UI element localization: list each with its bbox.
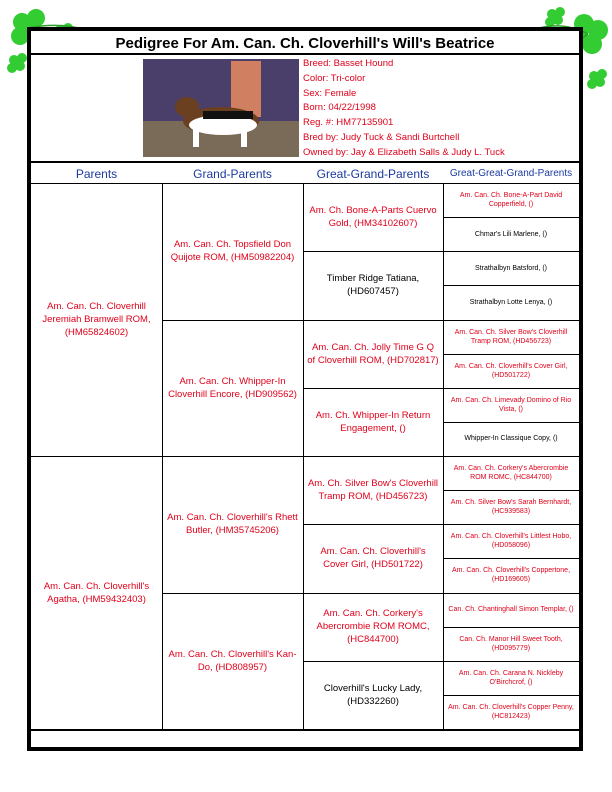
title-divider	[31, 53, 579, 55]
great-great-grandparent-cell	[443, 490, 579, 524]
header-parents: Parents	[75, 167, 118, 181]
great-great-grandparent-cell-text: Am. Can. Ch. Silver Bow's Cloverhill Tramp ROM, (HD456723)	[454, 328, 568, 345]
great-great-grandparent-cell	[443, 456, 579, 490]
great-grandparent-cell	[303, 320, 443, 388]
great-great-grandparent-cell-text: Can. Ch. Manor Hill Sweet Tooth, (HD095779)	[459, 635, 563, 652]
info-divider	[31, 161, 579, 163]
bottom-divider	[31, 729, 579, 731]
dog-info	[303, 57, 505, 161]
great-great-grandparent-cell-text: Am. Can. Ch. Bone-A-Part David Copperfield, ()	[459, 192, 563, 209]
great-grandparent-cell	[303, 183, 443, 251]
reg-text: Reg. #: HM77135901	[303, 117, 394, 129]
great-great-grandparent-cell-text: Whipper-In Classique Copy, ()	[464, 435, 558, 443]
parent-cell-text: Am. Can. Ch. Cloverhill Jeremiah Bramwell ROM, (HM65824602)	[42, 301, 151, 338]
bred-by-text: Bred by: Judy Tuck & Sandi Burtchell	[303, 131, 460, 143]
color-text: Color: Tri-color	[303, 72, 366, 84]
page-title: Pedigree For Am. Can. Ch. Cloverhill's Will's Beatrice	[115, 35, 495, 52]
great-great-grandparent-cell-text: Am. Can. Ch. Carana N. Nickleby O'Birchcrof, ()	[458, 669, 564, 686]
great-great-grandparent-cell-text: Am. Can. Ch. Cloverhill's Littlest Hobo, (HD058096)	[450, 533, 572, 550]
great-great-grandparent-cell	[443, 251, 579, 285]
great-grandparent-cell	[303, 661, 443, 729]
great-grandparent-cell	[303, 524, 443, 592]
great-grandparent-cell-text: Am. Ch. Whipper-In Return Engagement, ()	[315, 409, 431, 434]
grandparent-cell-text: Am. Can. Ch. Whipper-In Cloverhill Encore, (HD909562)	[168, 375, 297, 400]
great-grandparent-cell-text: Cloverhill's Lucky Lady, (HD332260)	[323, 682, 423, 707]
header-great-grandparents: Great-Grand-Parents	[316, 167, 430, 181]
great-grandparent-cell-text: Am. Can. Ch. Jolly Time G Q of Cloverhill ROM, (HD702817)	[307, 341, 439, 366]
great-great-grandparent-cell-text: Strathalbyn Batsford, ()	[475, 264, 547, 272]
grandparent-cell-text: Am. Can. Ch. Cloverhill's Kan-Do, (HD808957)	[168, 648, 297, 673]
great-great-grandparent-cell-text: Am. Can. Ch. Cloverhill's Coppertone, (HD169605)	[451, 567, 571, 584]
great-great-grandparent-cell-text: Am. Can. Ch. Cloverhill's Cover Girl, (HD501722)	[454, 362, 568, 379]
great-great-grandparent-cell-text: Am. Can. Ch. Limevady Domino of Rio Vista, ()	[450, 396, 572, 413]
great-great-grandparent-cell	[443, 422, 579, 456]
grandparent-cell	[162, 456, 303, 593]
great-great-grandparent-cell	[443, 695, 579, 729]
parent-cell	[31, 456, 162, 729]
sex-text: Sex: Female	[303, 87, 357, 99]
great-grandparent-cell-text: Am. Ch. Silver Bow's Cloverhill Tramp ROM, (HD456723)	[307, 478, 439, 503]
great-great-grandparent-cell-text: Can. Ch. Chantinghall Simon Templar, ()	[448, 606, 574, 614]
grandparent-cell-text: Am. Can. Ch. Cloverhill's Rhett Butler, (HM35745206)	[167, 512, 298, 537]
grandparent-cell	[162, 593, 303, 730]
great-great-grandparent-cell	[443, 320, 579, 354]
great-grandparent-cell-text: Am. Ch. Bone-A-Parts Cuervo Gold, (HM34102607)	[309, 205, 437, 230]
great-grandparent-cell-text: Am. Can. Ch. Corkery's Abercrombie ROM ROMC, (HC844700)	[316, 608, 430, 646]
great-great-grandparent-cell	[443, 217, 579, 251]
great-great-grandparent-cell	[443, 354, 579, 388]
great-great-grandparent-cell	[443, 183, 579, 217]
great-great-grandparent-cell-text: Strathalbyn Lotte Lenya, ()	[469, 298, 553, 306]
great-grandparent-cell	[303, 593, 443, 661]
parent-cell	[31, 183, 162, 456]
great-great-grandparent-cell	[443, 388, 579, 422]
owned-by-text: Owned by: Jay & Elizabeth Salls & Judy L. Tuck	[303, 146, 505, 158]
great-great-grandparent-cell	[443, 524, 579, 558]
great-great-grandparent-cell	[443, 593, 579, 627]
great-grandparent-cell	[303, 456, 443, 524]
pedigree-tree	[31, 183, 579, 729]
header-great-great-grandparents: Great-Great-Grand-Parents	[449, 168, 573, 179]
breed-text: Breed: Basset Hound	[303, 58, 394, 69]
header-grandparents: Grand-Parents	[193, 167, 272, 181]
basset-hound-photo	[143, 59, 299, 157]
pedigree-frame	[27, 27, 583, 751]
grandparent-cell	[162, 320, 303, 457]
great-grandparent-cell-text: Timber Ridge Tatiana, (HD607457)	[326, 273, 420, 298]
great-great-grandparent-cell	[443, 661, 579, 695]
great-great-grandparent-cell	[443, 627, 579, 661]
great-grandparent-cell	[303, 251, 443, 319]
grandparent-cell-text: Am. Can. Ch. Topsfield Don Quijote ROM, (HM50982204)	[170, 239, 295, 264]
great-great-grandparent-cell-text: Am. Can. Ch. Cloverhill's Copper Penny, (HC812423)	[448, 703, 574, 720]
great-grandparent-cell	[303, 388, 443, 456]
great-great-grandparent-cell-text: Am. Ch. Silver Bow's Sarah Bernhardt, (HC939583)	[450, 499, 572, 516]
parent-cell-text: Am. Can. Ch. Cloverhill's Agatha, (HM59432403)	[43, 580, 150, 605]
great-grandparent-cell-text: Am. Can. Ch. Cloverhill's Cover Girl, (HD501722)	[320, 546, 426, 571]
great-great-grandparent-cell	[443, 558, 579, 592]
great-great-grandparent-cell-text: Am. Can. Ch. Corkery's Abercrombie ROM ROMC, (HC844700)	[453, 465, 569, 482]
born-text: Born: 04/22/1998	[303, 102, 376, 114]
grandparent-cell	[162, 183, 303, 320]
great-great-grandparent-cell	[443, 285, 579, 319]
great-great-grandparent-cell-text: Chmar's Lili Marlene, ()	[474, 230, 548, 238]
